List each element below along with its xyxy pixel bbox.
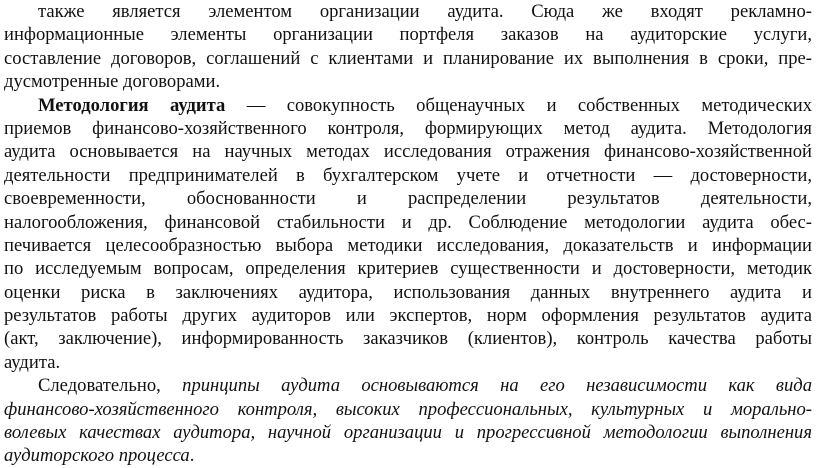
text-line: волевых качествах аудитора, научной организации и прогрессивной методологии выполнения — [4, 422, 812, 444]
text-line: результатов работы других аудиторов или экспертов, норм оформления результатов аудита — [4, 305, 812, 327]
term-methodology: Методология аудита — [38, 94, 226, 116]
text-line: аудита основывается на научных методах исследования отражения финансово-хозяйственной — [4, 141, 812, 163]
text-fragment: Следовательно, — [38, 375, 183, 397]
text-line — [4, 374, 812, 397]
text-line: по исследуемым вопросам, определения критериев существенности и достоверности, методик — [4, 258, 812, 280]
text-line: финансово-хозяйственного контроля, высоких профессиональных, культурных и морально- — [4, 398, 812, 420]
text-line: печивается целесообразностью выбора методики исследования, доказательств и информации — [4, 234, 812, 256]
text-line: приемов финансово-хозяйственного контроля, формирующих метод аудита. Методология — [4, 117, 812, 139]
text-fragment: . — [189, 445, 195, 467]
text-line — [4, 94, 812, 117]
paragraph-3 — [4, 374, 812, 468]
text-line: аудита. — [4, 351, 61, 373]
text-fragment: — совокупность общенаучных и собственных методических — [225, 94, 813, 116]
text-line — [4, 444, 812, 467]
emphasis-text: принципы аудита основываются на его независимости как вида — [182, 375, 812, 397]
text-line: своевременности, обоснованности и распределении результатов деятельности, — [4, 188, 812, 210]
paragraph-2 — [4, 94, 812, 375]
text-line: также является элементом организации аудита. Сюда же входят рекламно- — [38, 1, 812, 22]
text-line: (акт, заключение), информированность заказчиков (клиентов), контроль качества работы — [4, 328, 812, 350]
text-line: налогообложения, финансовой стабильности и др. Соблюдение методологии аудита обес- — [4, 211, 812, 233]
text-line: дусмотренные договорами. — [4, 71, 221, 93]
paragraph-1 — [4, 0, 812, 94]
text-line: оценки риска в заключениях аудитора, использования данных внутреннего аудита и — [4, 281, 812, 303]
text-line: деятельности предпринимателей в бухгалтерском учете и отчетности — достоверности, — [4, 164, 812, 186]
text-line: составление договоров, соглашений с клиентами и планирование их выполнения в сроки, пре- — [4, 47, 812, 69]
text-line: информационные элементы организации портфеля заказов на аудиторские услуги, — [4, 24, 812, 46]
emphasis-text: аудиторского процесса — [4, 445, 190, 467]
